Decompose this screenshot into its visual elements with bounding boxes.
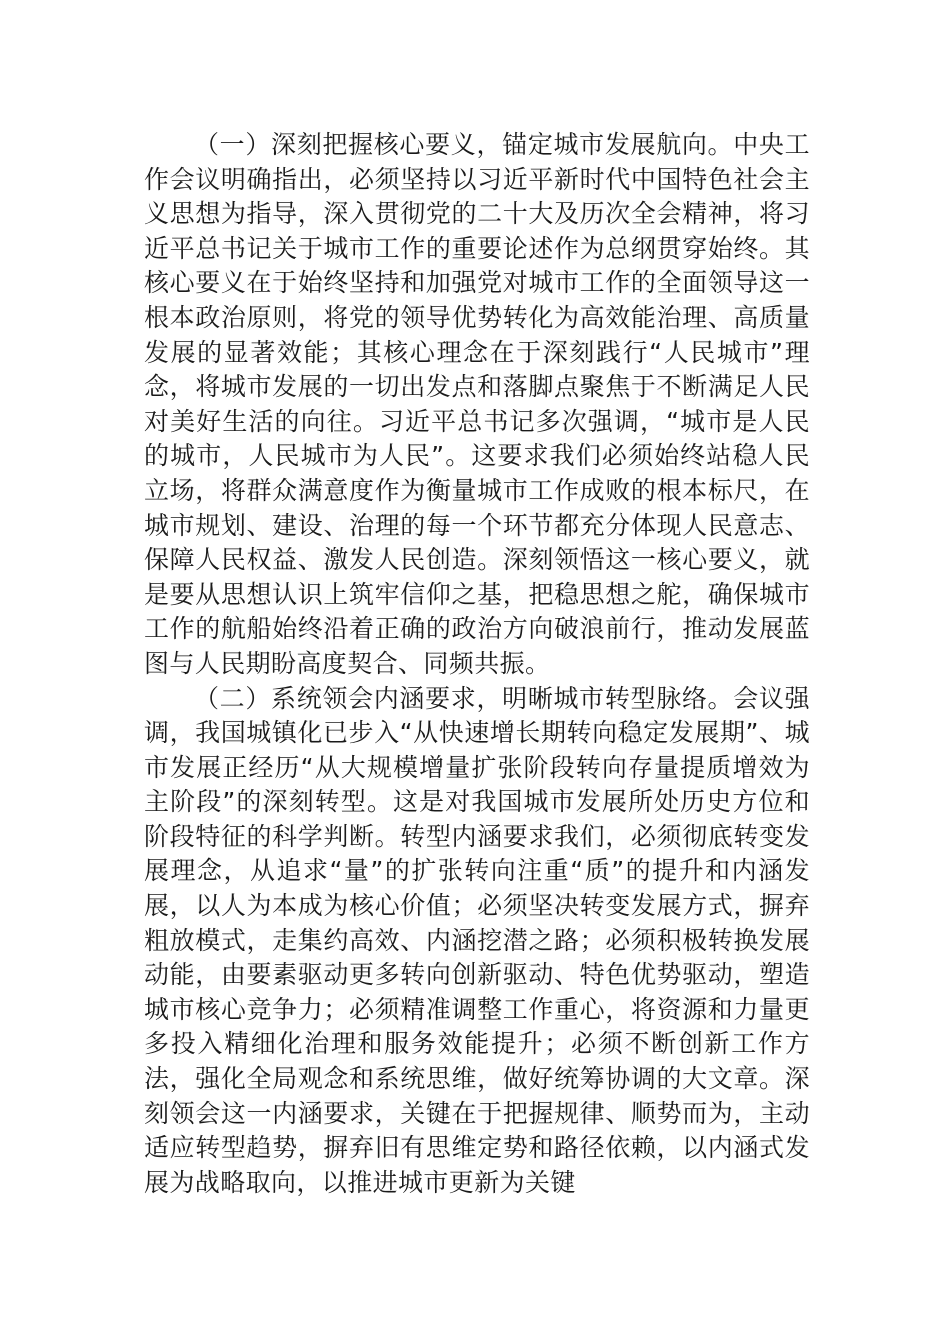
paragraph-1: （一）深刻把握核心要义，锚定城市发展航向。中央工作会议明确指出，必须坚持以习近平新时代中国特色社会主义思想为指导，深入贯彻党的二十大及历次全会精神，将习近平总书记关于城市工作的重要论述作为总纲贯穿始终。其核心要义在于始终坚持和加强党对城市工作的全面领导这一根本政治原则，将党的领导优势转化为高效能治理、高质量发展的显著效能；其核心理念在于深刻践行“人民城市”理念，将城市发展的一切出发点和落脚点聚焦于不断满足人民对美好生活的向往。习近平总书记多次强调，“城市是人民的城市，人民城市为人民”。这要求我们必须始终站稳人民立场，将群众满意度作为衡量城市工作成败的根本标尺，在城市规划、建设、治理的每一个环节都充分体现人民意志、保障人民权益、激发人民创造。深刻领悟这一核心要义，就是要从思想认识上筑牢信仰之基，把稳思想之舵，确保城市工作的航船始终沿着正确的政治方向破浪前行，推动发展蓝图与人民期盼高度契合、同频共振。 bbox=[144, 130, 810, 678]
paragraph-2: （二）系统领会内涵要求，明晰城市转型脉络。会议强调，我国城镇化已步入“从快速增长期转向稳定发展期”、城市发展正经历“从大规模增量扩张阶段转向存量提质增效为主阶段”的深刻转型。这是对我国城市发展所处历史方位和阶段特征的科学判断。转型内涵要求我们，必须彻底转变发展理念，从追求“量”的扩张转向注重“质”的提升和内涵发展，以人为本成为核心价值；必须坚决转变发展方式，摒弃粗放模式，走集约高效、内涵挖潜之路；必须积极转换发展动能，由要素驱动更多转向创新驱动、特色优势驱动，塑造城市核心竞争力；必须精准调整工作重心，将资源和力量更多投入精细化治理和服务效能提升；必须不断创新工作方法，强化全局观念和系统思维，做好统筹协调的大文章。深刻领会这一内涵要求，关键在于把握规律、顺势而为，主动适应转型趋势，摒弃旧有思维定势和路径依赖，以内涵式发展为战略取向，以推进城市更新为关键 bbox=[144, 683, 810, 1197]
document-body bbox=[144, 128, 810, 1200]
